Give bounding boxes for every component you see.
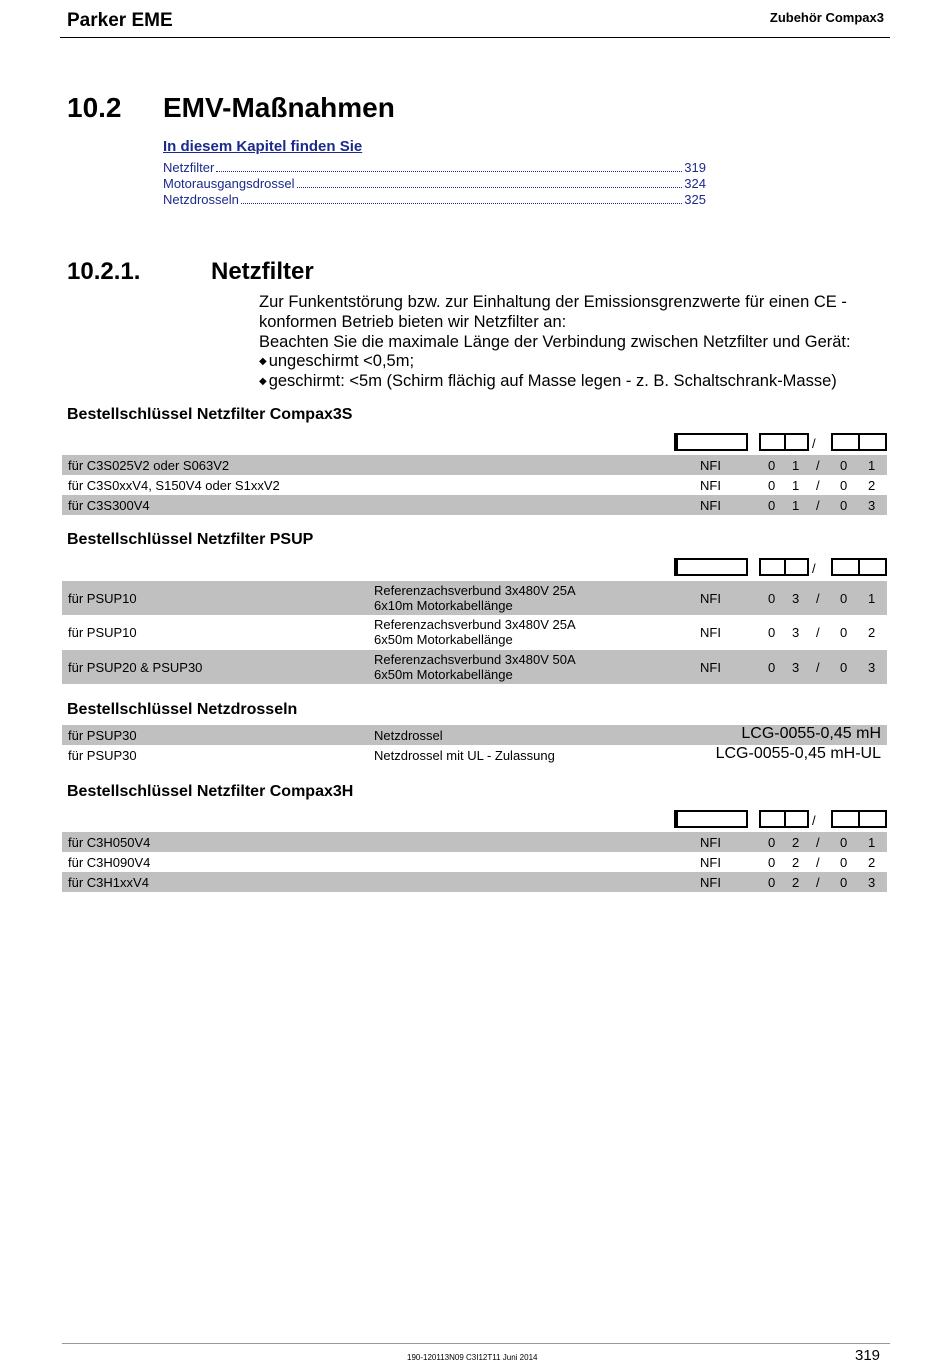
bullet-item: ◆ ungeschirmt <0,5m;: [259, 352, 415, 370]
toc-page: 319: [684, 160, 706, 175]
toc-label: Netzfilter: [163, 160, 215, 175]
toc-label: Motorausgangsdrossel: [163, 176, 295, 191]
code-box: [674, 810, 748, 828]
toc-item-netzfilter[interactable]: [163, 160, 706, 175]
toc-page: 325: [684, 192, 706, 207]
table-row: für PSUP30 Netzdrossel LCG-0055-0,45 mH: [62, 725, 887, 745]
section-title: Netzfilter: [211, 258, 314, 285]
bullet-item: ◆ geschirmt: <5m (Schirm flächig auf Masse legen - z. B. Schaltschrank-Masse): [259, 372, 837, 390]
toc-heading[interactable]: In diesem Kapitel finden Sie: [163, 138, 363, 155]
header-product: Zubehör Compax3: [769, 10, 884, 25]
psup-title: Bestellschlüssel Netzfilter PSUP: [67, 531, 314, 548]
table-row: für C3S0xxV4, S150V4 oder S1xxV2 NFI 0 1 / 0 2: [68, 478, 876, 493]
netzdrosseln-title: Bestellschlüssel Netzdrosseln: [67, 701, 298, 718]
diamond-bullet-icon: ◆: [259, 376, 267, 387]
toc-page: 324: [684, 176, 706, 191]
diamond-bullet-icon: ◆: [259, 356, 267, 367]
code-box: [674, 558, 748, 576]
footer-rule: [62, 1343, 890, 1344]
compax3h-title: Bestellschlüssel Netzfilter Compax3H: [67, 783, 354, 800]
order-key-boxes: /: [0, 558, 950, 580]
chapter-title: EMV-Maßnahmen: [163, 92, 395, 123]
toc-label: Netzdrosseln: [163, 192, 239, 207]
order-key-boxes: /: [0, 810, 950, 832]
table-row: für C3H1xxV4 NFI 0 2 / 0 3: [62, 872, 887, 892]
table-row: für PSUP10 Referenzachsverbund 3x480V 25A 6x50m Motorkabellänge NFI 0 3 / 0 2: [68, 617, 876, 647]
table-row: für PSUP30 Netzdrossel mit UL - Zulassung LCG-0055-0,45 mH-UL: [68, 745, 881, 763]
header-rule: [60, 37, 890, 38]
header-brand: Parker EME: [67, 10, 173, 31]
table-row: für C3S300V4 NFI 0 1 / 0 3: [62, 495, 887, 515]
order-key-boxes: /: [0, 433, 950, 455]
table-row: für PSUP10 Referenzachsverbund 3x480V 25A 6x10m Motorkabellänge NFI 0 3 / 0 1: [62, 581, 887, 615]
table-row: für C3S025V2 oder S063V2 NFI 0 1 / 0 1: [62, 455, 887, 475]
page-number: 319: [855, 1347, 881, 1364]
table-row: für PSUP20 & PSUP30 Referenzachsverbund 3x480V 50A 6x50m Motorkabellänge NFI 0 3 / 0 3: [62, 650, 887, 684]
toc-item-motorausgangsdrossel[interactable]: [163, 176, 706, 191]
table-row: für C3H090V4 NFI 0 2 / 0 2: [68, 855, 876, 870]
compax3s-title: Bestellschlüssel Netzfilter Compax3S: [67, 406, 353, 423]
section-number: 10.2.1.: [67, 258, 141, 285]
chapter-number: 10.2: [67, 92, 122, 123]
section-paragraph-1: Zur Funkentstörung bzw. zur Einhaltung der Emissionsgrenzwerte für einen CE - konformen Betrieb bieten wir Netzfilter an:: [259, 293, 847, 331]
table-row: für C3H050V4 NFI 0 2 / 0 1: [62, 832, 887, 852]
footer-document-id: 190-120113N09 C3I12T11 Juni 2014: [407, 1353, 538, 1362]
toc-item-netzdrosseln[interactable]: [163, 192, 706, 207]
section-paragraph-2: Beachten Sie die maximale Länge der Verbindung zwischen Netzfilter und Gerät:: [259, 333, 851, 351]
code-box: [674, 433, 748, 451]
